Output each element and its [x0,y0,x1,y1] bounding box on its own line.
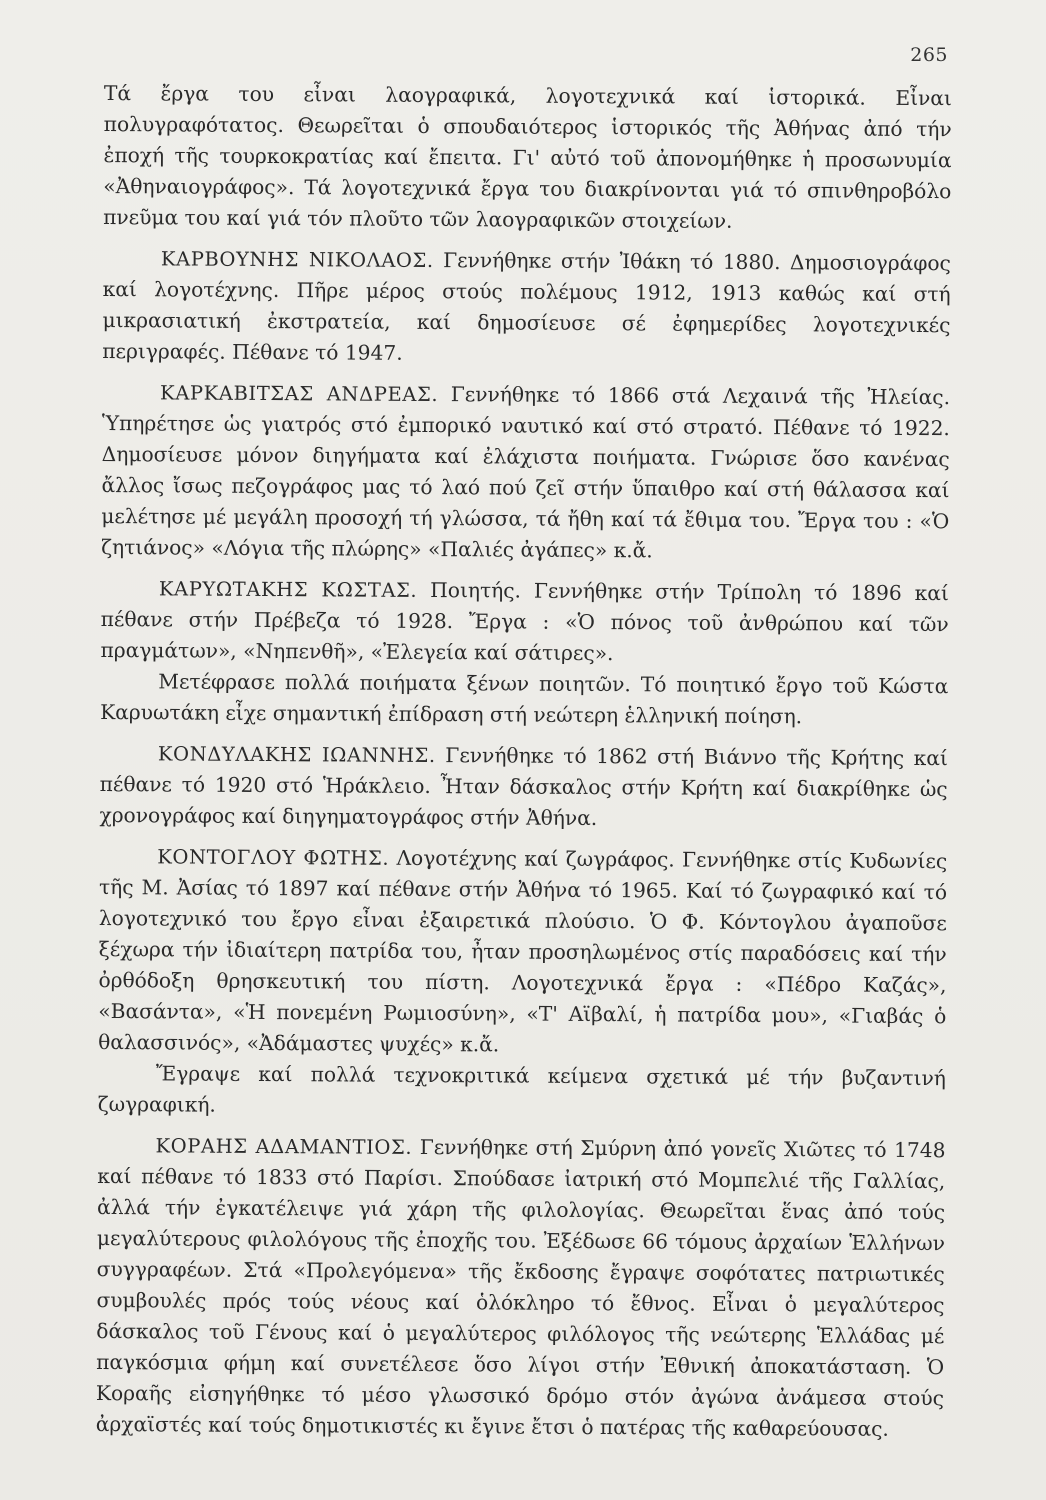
entry-heading: ΚΟΝΔΥΛΑΚΗΣ ΙΩΑΝΝΗΣ. [157,742,436,768]
entry-korais [96,1130,946,1445]
entry-heading: ΚΟΝΤΟΓΛΟΥ ΦΩΤΗΣ. [157,845,390,870]
page-number: 265 [910,44,948,66]
intro-paragraph: Τά ἔργα του εἶναι λαογραφικά, λογοτεχνικά καί ἱστορικά. Εἶναι πολυγραφότατος. Θεωρεῖται ὁ σπουδαιότερος ἱστορικός τῆς Ἀθήνας ἀπό τήν ἐποχή τῆς τουρκοκρατίας καί ἔπειτα. Γι' αὐτό τοῦ ἀπονομήθηκε ἡ προσωνυμία «Ἀθηναιογράφος». Τά λογοτεχνικά ἔργα του διακρίνονται γιά τό σπινθηροβόλο πνεῦμα του καί γιά τόν πλοῦτο τῶν λαογραφικῶν στοιχείων. [103,80,952,233]
entry-text: Ποιητής. Γεννήθηκε στήν Τρίπολη τό 1896 καί πέθανε στήν Πρέβεζα τό 1928. Ἔργα : «Ὁ πόνος τοῦ ἀνθρώπου καί τῶν πραγμάτων», «Νηπενθῆ», «Ἐλεγεία καί σάτιρες». [100,578,949,666]
entry-text: Γεννήθηκε τό 1866 στά Λεχαινά τῆς Ἠλείας. Ὑπηρέτησε ὡς γιατρός στό ἐμπορικό ναυτικό καί στό στρατό. Πέθανε τό 1922. Δημοσίευσε μόνον διηγήματα καί ἐλάχιστα ποιήματα. Γνώρισε ὅσο κανένας ἄλλος ἴσως πεζογράφος μας τό λαό πού ζεῖ στήν ὕπαιθρο καί στή θάλασσα καί μελέτησε μέ μεγάλη προσοχή τή γλώσσα, τά ἤθη καί τά ἔθιμα του. Ἔργα του : «Ὁ ζητιάνος» «Λόγια τῆς πλώρης» «Παλιές ἀγάπες» κ.ἄ. [101,382,951,563]
entry-heading: ΚΑΡΥΩΤΑΚΗΣ ΚΩΣΤΑΣ. [158,577,418,602]
entry-heading: ΚΑΡΒΟΥΝΗΣ ΝΙΚΟΛΑΟΣ. [160,247,434,273]
entry-karyotakis-continued: Μετέφρασε πολλά ποιήματα ξένων ποιητῶν. Τό ποιητικό ἔργο τοῦ Κώστα Καρυωτάκη εἶχε σημαντική ἐπίδραση στή νεώτερη ἑλληνική ποίηση. [100,669,949,729]
entry-kondylakis [99,738,948,836]
entry-kontoglou [98,841,947,1063]
entry-heading: ΚΟΡΑΗΣ ΑΔΑΜΑΝΤΙΟΣ. [155,1134,413,1159]
entry-karvounis [102,243,951,372]
entry-kontoglou-continued: Ἔγραψε καί πολλά τεχνοκριτικά κείμενα σχετικά μέ τήν βυζαντινή ζωγραφική. [97,1061,946,1117]
entry-text: Λογοτέχνης καί ζωγράφος. Γεννήθηκε στίς Κυδωνίες τῆς Μ. Ἀσίας τό 1897 καί πέθανε στήν Ἀθήνα τό 1965. Καί τό ζωγραφικό καί τό λογοτεχνικό του ἔργο εἶναι ἐξαιρετικά πλούσιο. Ὁ Φ. Κόντογλου ἀγαποῦσε ξέχωρα τήν ἰδιαίτερη πατρίδα του, ἦταν προσηλωμένος στίς παραδόσεις καί τήν ὀρθόδοξη θρησκευτική του πίστη. Λογοτεχνικά ἔργα : «Πέδρο Καζάς», «Βασάντα», «Ἡ πονεμένη Ρωμιοσύνη», «Τ' Αϊβαλί, ἡ πατρίδα μου», «Γιαβάς ὁ θαλασσινός», «Ἀδάμαστες ψυχές» κ.ἄ. [98,845,948,1057]
entry-text: Γεννήθηκε τό 1862 στή Βιάννο τῆς Κρήτης καί πέθανε τό 1920 στό Ἡράκλειο. Ἦταν δάσκαλος στήν Κρήτη καί διακρίθηκε ὡς χρονογράφος καί διηγηματογράφος στήν Ἀθήνα. [99,743,948,831]
entry-text: Γεννήθηκε στήν Ἰθάκη τό 1880. Δημοσιογράφος καί λογοτέχνης. Πῆρε μέρος στούς πολέμους 1912, 1913 καθώς καί στή μικρασιατική ἐκστρατεία, καί δημοσίευσε σέ ἐφημερίδες λογοτεχνικές περιγραφές. Πέθανε τό 1947. [102,248,951,365]
entry-karyotakis [100,573,949,671]
entry-heading: ΚΑΡΚΑΒΙΤΣΑΣ ΑΝΔΡΕΑΣ. [160,381,439,407]
entry-karkavitsas [101,377,950,568]
body-text [96,78,952,1445]
entry-text: Γεννήθηκε στή Σμύρνη ἀπό γονεῖς Χιῶτες τό 1748 καί πέθανε τό 1833 στό Παρίσι. Σπούδασε ἰατρική στό Μομπελιέ τῆς Γαλλίας, ἀλλά τήν ἐγκατέλειψε γιά χάρη τῆς φιλολογίας. Θεωρεῖται ἕνας ἀπό τούς μεγαλύτερους φιλολόγους τῆς ἐποχῆς του. Ἐξέδωσε 66 τόμους ἀρχαίων Ἑλλήνων συγγραφέων. Στά «Προλεγόμενα» τῆς ἔκδοσης ἔγραψε σοφότατες πατριωτικές συμβουλές πρός τούς νέους καί ὁλόκληρο τό ἔθνος. Εἶναι ὁ μεγαλύτερος δάσκαλος τοῦ Γένους καί ὁ μεγαλύτερος φιλόλογος τῆς νεώτερης Ἑλλάδας μέ παγκόσμια φήμη καί συνετέλεσε ὅσο λίγοι στήν Ἐθνική ἀποκατάσταση. Ὁ Κοραῆς εἰσηγήθηκε τό μέσο γλωσσικό δρόμο στόν ἀγώνα ἀνάμεσα στούς ἀρχαϊστές καί τούς δημοτικιστές κι ἔγινε ἔτσι ὁ πατέρας τῆς καθαρεύουσας. [95,1134,946,1441]
